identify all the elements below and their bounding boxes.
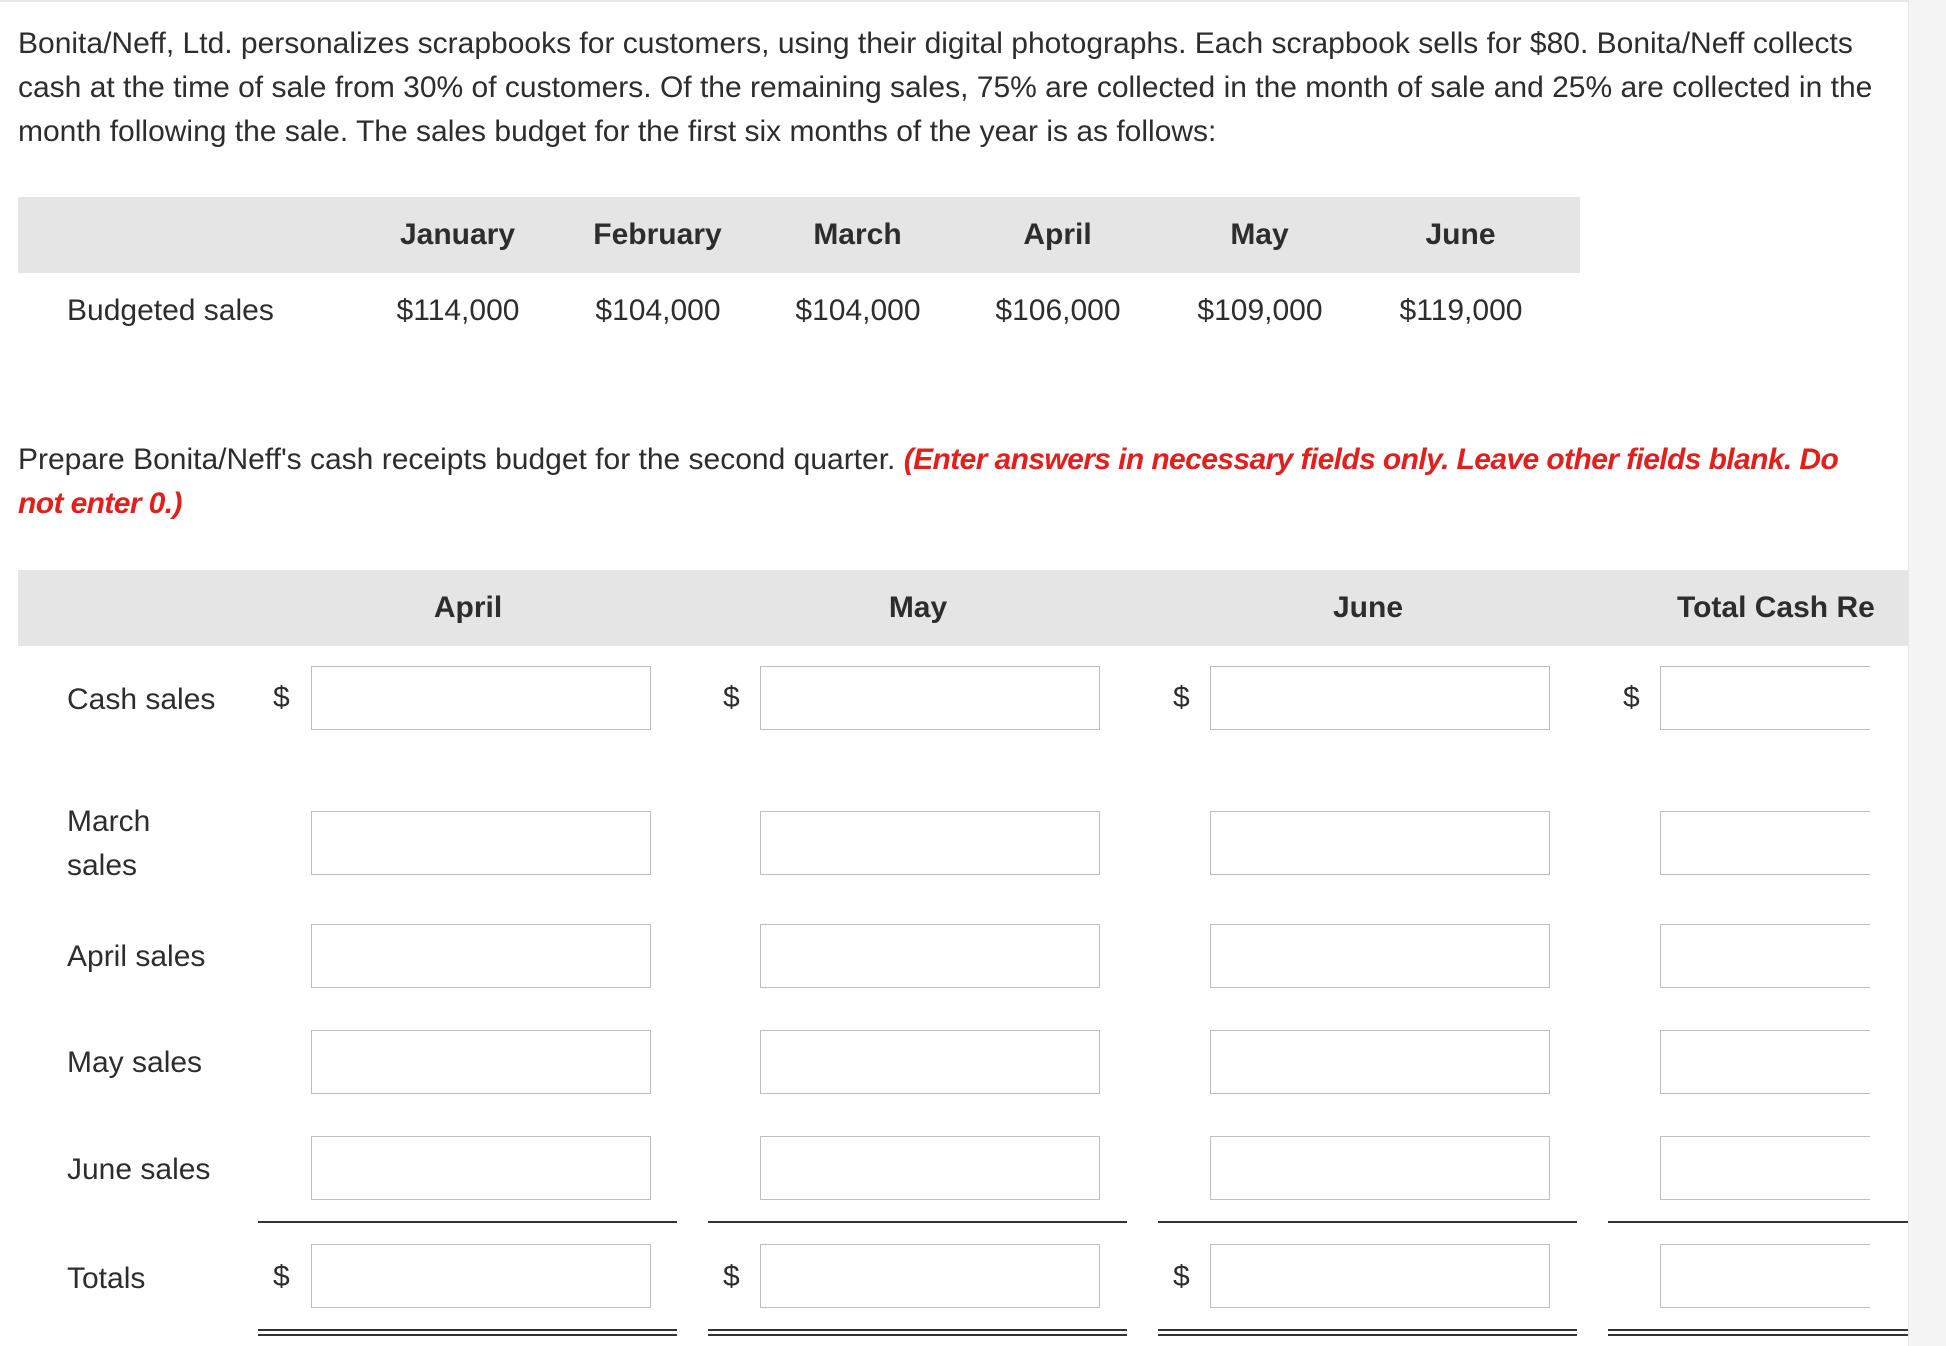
instruction-text: Prepare Bonita/Neff's cash receipts budget for the second quarter. <box>18 443 904 476</box>
totals-april-input[interactable] <box>311 1244 651 1308</box>
dollar-sign: $ <box>1173 1260 1190 1293</box>
receipts-header-june: June <box>1332 591 1404 624</box>
budgeted-sales-label: Budgeted sales <box>67 294 274 327</box>
april-sales-total-input[interactable] <box>1660 924 1870 988</box>
row-label-totals: Totals <box>67 1262 146 1295</box>
dollar-sign: $ <box>723 681 740 714</box>
june-sales-may-input[interactable] <box>760 1136 1100 1200</box>
receipts-header-total: Total Cash Re <box>1677 591 1875 624</box>
sales-header-february: February <box>593 218 722 251</box>
totals-may-input[interactable] <box>760 1244 1100 1308</box>
may-sales-may-input[interactable] <box>760 1030 1100 1094</box>
sales-header-may: May <box>1230 218 1289 251</box>
cash-sales-total-input[interactable] <box>1660 666 1870 730</box>
sum-line <box>708 1221 1127 1223</box>
double-underline <box>708 1329 1127 1336</box>
april-sales-may-input[interactable] <box>760 924 1100 988</box>
row-label-cash-sales: Cash sales <box>67 683 216 716</box>
dollar-sign: $ <box>273 1260 290 1293</box>
totals-june-input[interactable] <box>1210 1244 1550 1308</box>
row-label-march-sales: March sales <box>67 805 151 882</box>
sum-line <box>258 1221 677 1223</box>
instruction-note: (Enter answers in necessary fields only. Leave other fields blank. Do not enter 0.) <box>18 443 1839 520</box>
sales-header-april: April <box>1023 218 1092 251</box>
row-label-april-sales: April sales <box>67 940 206 973</box>
instruction <box>18 438 1888 526</box>
may-sales-april-input[interactable] <box>311 1030 651 1094</box>
dollar-sign: $ <box>723 1260 740 1293</box>
march-sales-june-input[interactable] <box>1210 811 1550 875</box>
march-sales-total-input[interactable] <box>1660 811 1870 875</box>
may-sales-june-input[interactable] <box>1210 1030 1550 1094</box>
may-sales-total-input[interactable] <box>1660 1030 1870 1094</box>
budgeted-sales-january: $114,000 <box>396 294 520 327</box>
sum-line <box>1608 1221 1908 1223</box>
cash-sales-june-input[interactable] <box>1210 666 1550 730</box>
dollar-sign: $ <box>273 681 290 714</box>
june-sales-april-input[interactable] <box>311 1136 651 1200</box>
totals-total-input[interactable] <box>1660 1244 1870 1308</box>
receipts-header-may: May <box>888 591 948 624</box>
double-underline <box>1608 1329 1908 1336</box>
budgeted-sales-april: $106,000 <box>995 294 1121 327</box>
sales-header-january: January <box>399 218 516 251</box>
double-underline <box>258 1329 677 1336</box>
problem-statement: Bonita/Neff, Ltd. personalizes scrapbooks for customers, using their digital photographs. Each scrapbook sells for $80. Bonita/Neff collects cash at the time of sale from 30% of customers. Of the remaining sales, 75% are collected in the month of sale and 25% are collected in the month following the sale. The sales budget for the first six months of the year is as follows: <box>18 27 1873 148</box>
june-sales-total-input[interactable] <box>1660 1136 1870 1200</box>
march-sales-may-input[interactable] <box>760 811 1100 875</box>
budgeted-sales-february: $104,000 <box>595 294 721 327</box>
receipts-header-april: April <box>433 591 503 624</box>
dollar-sign: $ <box>1173 681 1190 714</box>
double-underline <box>1158 1329 1577 1336</box>
april-sales-april-input[interactable] <box>311 924 651 988</box>
row-label-june-sales: June sales <box>67 1153 211 1186</box>
budgeted-sales-june: $119,000 <box>1399 294 1523 327</box>
june-sales-june-input[interactable] <box>1210 1136 1550 1200</box>
april-sales-june-input[interactable] <box>1210 924 1550 988</box>
march-sales-april-input[interactable] <box>311 811 651 875</box>
cash-sales-may-input[interactable] <box>760 666 1100 730</box>
cash-sales-april-input[interactable] <box>311 666 651 730</box>
top-divider <box>0 0 1908 2</box>
budgeted-sales-may: $109,000 <box>1197 294 1323 327</box>
budgeted-sales-march: $104,000 <box>795 294 921 327</box>
sum-line <box>1158 1221 1577 1223</box>
sales-header-june: June <box>1425 218 1496 251</box>
row-label-may-sales: May sales <box>67 1046 203 1079</box>
vertical-scrollbar[interactable] <box>1908 0 1946 1346</box>
dollar-sign: $ <box>1623 681 1640 714</box>
sales-header-march: March <box>813 218 902 251</box>
